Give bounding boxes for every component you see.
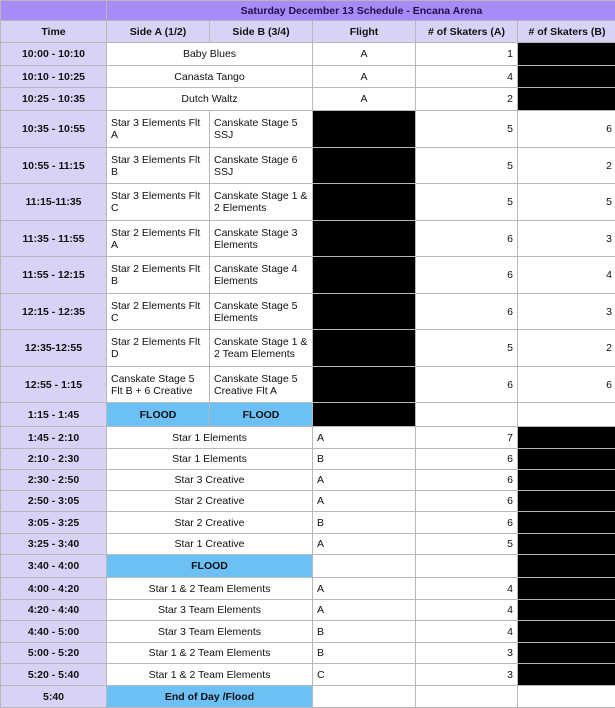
blocked-cell — [518, 534, 615, 555]
skaters-a-cell: 4 — [416, 621, 518, 643]
table-row — [1, 367, 615, 403]
blocked-cell — [518, 621, 615, 643]
event-cell: Star 2 Creative — [107, 512, 313, 534]
side-b-cell: Canskate Stage 5 Elements — [210, 294, 313, 330]
blocked-cell — [313, 148, 416, 184]
flight-cell: A — [313, 66, 416, 88]
table-row — [1, 512, 615, 534]
side-a-cell: Star 2 Elements Flt A — [107, 221, 210, 257]
blocked-cell — [518, 427, 615, 449]
time-cell: 11:15-11:35 — [1, 184, 107, 221]
header-side-b: Side B (3/4) — [210, 21, 313, 43]
blocked-cell — [518, 449, 615, 470]
empty-cell — [313, 686, 416, 708]
table-row — [1, 88, 615, 111]
flood-side-a-cell: FLOOD — [107, 403, 210, 427]
time-cell: 2:10 - 2:30 — [1, 449, 107, 470]
blocked-cell — [518, 643, 615, 664]
table-row — [1, 578, 615, 600]
event-cell: Baby Blues — [107, 43, 313, 66]
side-a-cell: Canskate Stage 5 Flt B + 6 Creative — [107, 367, 210, 403]
skaters-a-cell: 7 — [416, 427, 518, 449]
blocked-cell — [518, 600, 615, 621]
table-row — [1, 257, 615, 294]
skaters-a-cell: 4 — [416, 600, 518, 621]
blocked-cell — [313, 257, 416, 294]
title-corner-cell — [1, 1, 107, 21]
skaters-a-cell: 5 — [416, 330, 518, 367]
table-row — [1, 470, 615, 491]
time-cell: 5:40 — [1, 686, 107, 708]
time-cell: 12:55 - 1:15 — [1, 367, 107, 403]
side-a-cell: Star 3 Elements Flt A — [107, 111, 210, 148]
skaters-a-cell: 5 — [416, 148, 518, 184]
table-row — [1, 491, 615, 512]
side-a-cell: Star 3 Elements Flt C — [107, 184, 210, 221]
flight-cell: A — [313, 534, 416, 555]
flight-cell: A — [313, 427, 416, 449]
skaters-a-cell: 2 — [416, 88, 518, 111]
side-b-cell: Canskate Stage 4 Elements — [210, 257, 313, 294]
flood-side-b-cell: FLOOD — [210, 403, 313, 427]
flight-cell: A — [313, 43, 416, 66]
header-skaters-b: # of Skaters (B) — [518, 21, 615, 43]
time-cell: 2:30 - 2:50 — [1, 470, 107, 491]
blocked-cell — [313, 111, 416, 148]
empty-cell — [518, 403, 615, 427]
table-row — [1, 600, 615, 621]
time-cell: 12:15 - 12:35 — [1, 294, 107, 330]
empty-cell — [416, 555, 518, 578]
skaters-a-cell: 6 — [416, 367, 518, 403]
skaters-b-cell: 6 — [518, 111, 615, 148]
side-b-cell: Canskate Stage 3 Elements — [210, 221, 313, 257]
end-of-day-cell: End of Day /Flood — [107, 686, 313, 708]
skaters-a-cell: 6 — [416, 221, 518, 257]
skaters-a-cell: 6 — [416, 470, 518, 491]
flight-cell: A — [313, 491, 416, 512]
table-row — [1, 294, 615, 330]
table-row — [1, 43, 615, 66]
header-flight: Flight — [313, 21, 416, 43]
time-cell: 1:15 - 1:45 — [1, 403, 107, 427]
skaters-a-cell: 3 — [416, 643, 518, 664]
side-b-cell: Canskate Stage 5 Creative Flt A — [210, 367, 313, 403]
table-row — [1, 66, 615, 88]
time-cell: 1:45 - 2:10 — [1, 427, 107, 449]
event-cell: Star 1 & 2 Team Elements — [107, 664, 313, 686]
header-side-a: Side A (1/2) — [107, 21, 210, 43]
side-a-cell: Star 3 Elements Flt B — [107, 148, 210, 184]
side-a-cell: Star 2 Elements Flt B — [107, 257, 210, 294]
event-cell: Star 1 Elements — [107, 427, 313, 449]
header-time: Time — [1, 21, 107, 43]
blocked-cell — [518, 66, 615, 88]
time-cell: 3:05 - 3:25 — [1, 512, 107, 534]
blocked-cell — [313, 330, 416, 367]
table-row — [1, 330, 615, 367]
flight-cell: B — [313, 643, 416, 664]
time-cell: 4:40 - 5:00 — [1, 621, 107, 643]
flight-cell: B — [313, 512, 416, 534]
blocked-cell — [518, 578, 615, 600]
table-row — [1, 184, 615, 221]
blocked-cell — [313, 294, 416, 330]
side-a-cell: Star 2 Elements Flt D — [107, 330, 210, 367]
time-cell: 11:55 - 12:15 — [1, 257, 107, 294]
time-cell: 3:25 - 3:40 — [1, 534, 107, 555]
event-cell: Dutch Waltz — [107, 88, 313, 111]
skaters-b-cell: 3 — [518, 221, 615, 257]
table-row — [1, 111, 615, 148]
empty-cell — [416, 686, 518, 708]
blocked-cell — [518, 555, 615, 578]
skaters-a-cell: 6 — [416, 449, 518, 470]
blocked-cell — [313, 367, 416, 403]
empty-cell — [416, 403, 518, 427]
skaters-a-cell: 6 — [416, 491, 518, 512]
title-row — [1, 1, 615, 21]
side-b-cell: Canskate Stage 1 & 2 Elements — [210, 184, 313, 221]
side-b-cell: Canskate Stage 5 SSJ — [210, 111, 313, 148]
blocked-cell — [518, 512, 615, 534]
event-cell: Star 1 Elements — [107, 449, 313, 470]
skaters-b-cell: 2 — [518, 330, 615, 367]
blocked-cell — [313, 184, 416, 221]
event-cell: Star 3 Team Elements — [107, 621, 313, 643]
table-row — [1, 449, 615, 470]
flood-cell: FLOOD — [107, 555, 313, 578]
skaters-a-cell: 3 — [416, 664, 518, 686]
table-row — [1, 555, 615, 578]
blocked-cell — [518, 491, 615, 512]
time-cell: 10:25 - 10:35 — [1, 88, 107, 111]
skaters-b-cell: 4 — [518, 257, 615, 294]
event-cell: Star 3 Team Elements — [107, 600, 313, 621]
flight-cell: B — [313, 621, 416, 643]
side-a-cell: Star 2 Elements Flt C — [107, 294, 210, 330]
empty-cell — [313, 555, 416, 578]
header-row — [1, 21, 615, 43]
table-row — [1, 664, 615, 686]
skaters-a-cell: 5 — [416, 184, 518, 221]
event-cell: Canasta Tango — [107, 66, 313, 88]
flight-cell: A — [313, 578, 416, 600]
skaters-a-cell: 4 — [416, 66, 518, 88]
table-row — [1, 221, 615, 257]
flight-cell: A — [313, 600, 416, 621]
skaters-a-cell: 6 — [416, 294, 518, 330]
skaters-a-cell: 4 — [416, 578, 518, 600]
time-cell: 3:40 - 4:00 — [1, 555, 107, 578]
table-row — [1, 148, 615, 184]
flight-cell: B — [313, 449, 416, 470]
table-row — [1, 534, 615, 555]
time-cell: 10:00 - 10:10 — [1, 43, 107, 66]
skaters-a-cell: 5 — [416, 534, 518, 555]
event-cell: Star 1 Creative — [107, 534, 313, 555]
side-b-cell: Canskate Stage 6 SSJ — [210, 148, 313, 184]
skaters-a-cell: 1 — [416, 43, 518, 66]
skaters-b-cell: 6 — [518, 367, 615, 403]
time-cell: 12:35-12:55 — [1, 330, 107, 367]
event-cell: Star 1 & 2 Team Elements — [107, 643, 313, 664]
time-cell: 10:10 - 10:25 — [1, 66, 107, 88]
flight-cell: C — [313, 664, 416, 686]
flight-cell: A — [313, 470, 416, 491]
time-cell: 5:20 - 5:40 — [1, 664, 107, 686]
blocked-cell — [518, 664, 615, 686]
empty-cell — [518, 686, 615, 708]
time-cell: 4:00 - 4:20 — [1, 578, 107, 600]
skaters-b-cell: 2 — [518, 148, 615, 184]
time-cell: 5:00 - 5:20 — [1, 643, 107, 664]
blocked-cell — [518, 470, 615, 491]
flight-cell: A — [313, 88, 416, 111]
table-row — [1, 686, 615, 708]
table-row — [1, 427, 615, 449]
blocked-cell — [313, 403, 416, 427]
blocked-cell — [518, 88, 615, 111]
table-row — [1, 643, 615, 664]
side-b-cell: Canskate Stage 1 & 2 Team Elements — [210, 330, 313, 367]
schedule-title: Saturday December 13 Schedule - Encana Arena — [107, 1, 615, 21]
table-row — [1, 621, 615, 643]
time-cell: 4:20 - 4:40 — [1, 600, 107, 621]
event-cell: Star 3 Creative — [107, 470, 313, 491]
event-cell: Star 2 Creative — [107, 491, 313, 512]
time-cell: 2:50 - 3:05 — [1, 491, 107, 512]
skaters-a-cell: 6 — [416, 257, 518, 294]
blocked-cell — [313, 221, 416, 257]
skaters-b-cell: 3 — [518, 294, 615, 330]
skaters-a-cell: 5 — [416, 111, 518, 148]
skaters-b-cell: 5 — [518, 184, 615, 221]
header-skaters-a: # of Skaters (A) — [416, 21, 518, 43]
event-cell: Star 1 & 2 Team Elements — [107, 578, 313, 600]
time-cell: 10:55 - 11:15 — [1, 148, 107, 184]
time-cell: 10:35 - 10:55 — [1, 111, 107, 148]
table-row — [1, 403, 615, 427]
blocked-cell — [518, 43, 615, 66]
time-cell: 11:35 - 11:55 — [1, 221, 107, 257]
skaters-a-cell: 6 — [416, 512, 518, 534]
